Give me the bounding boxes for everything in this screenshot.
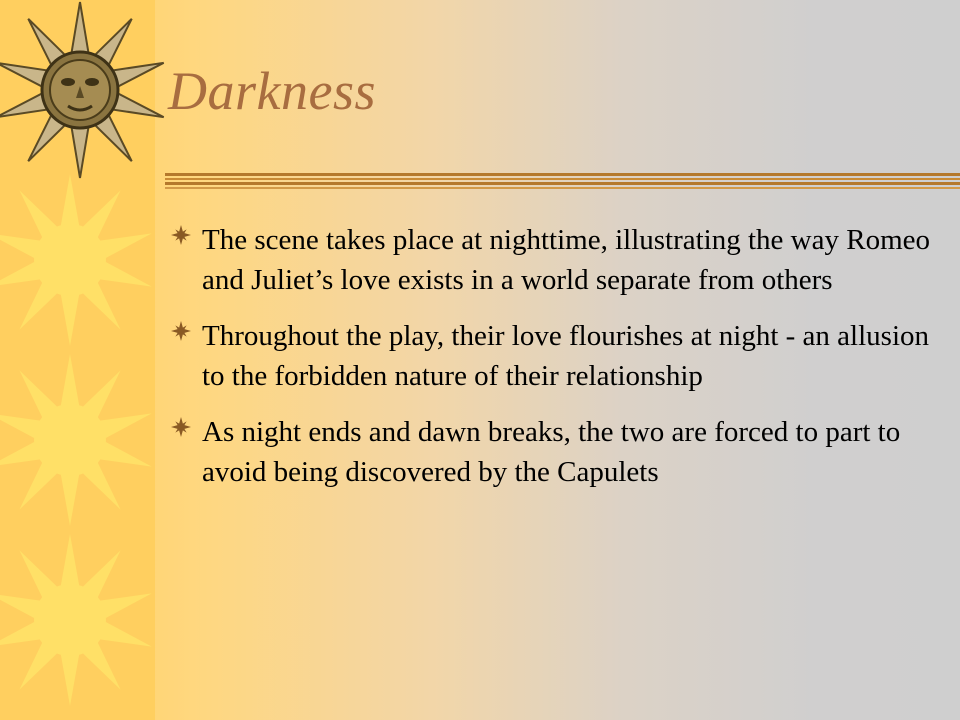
sun-icon	[0, 170, 160, 350]
bullet-text: As night ends and dawn breaks, the two are forced to part to avoid being discovered by the Capulets	[202, 416, 901, 488]
bullet-item	[170, 412, 950, 492]
sun-icon	[0, 350, 160, 530]
star-bullet-icon	[170, 416, 192, 438]
sun-face-icon	[0, 0, 175, 185]
bullet-list	[170, 220, 950, 508]
bullet-item	[170, 316, 950, 396]
title-divider	[165, 172, 960, 192]
bullet-item	[170, 220, 950, 300]
bullet-text: The scene takes place at nighttime, illustrating the way Romeo and Juliet’s love exists in a world separate from others	[202, 224, 931, 296]
sun-icon	[0, 530, 160, 710]
bullet-text: Throughout the play, their love flourishes at night - an allusion to the forbidden nature of their relationship	[202, 320, 929, 392]
sidebar	[0, 0, 155, 720]
star-bullet-icon	[170, 224, 192, 246]
star-bullet-icon	[170, 320, 192, 342]
slide-title: Darkness	[168, 61, 376, 121]
